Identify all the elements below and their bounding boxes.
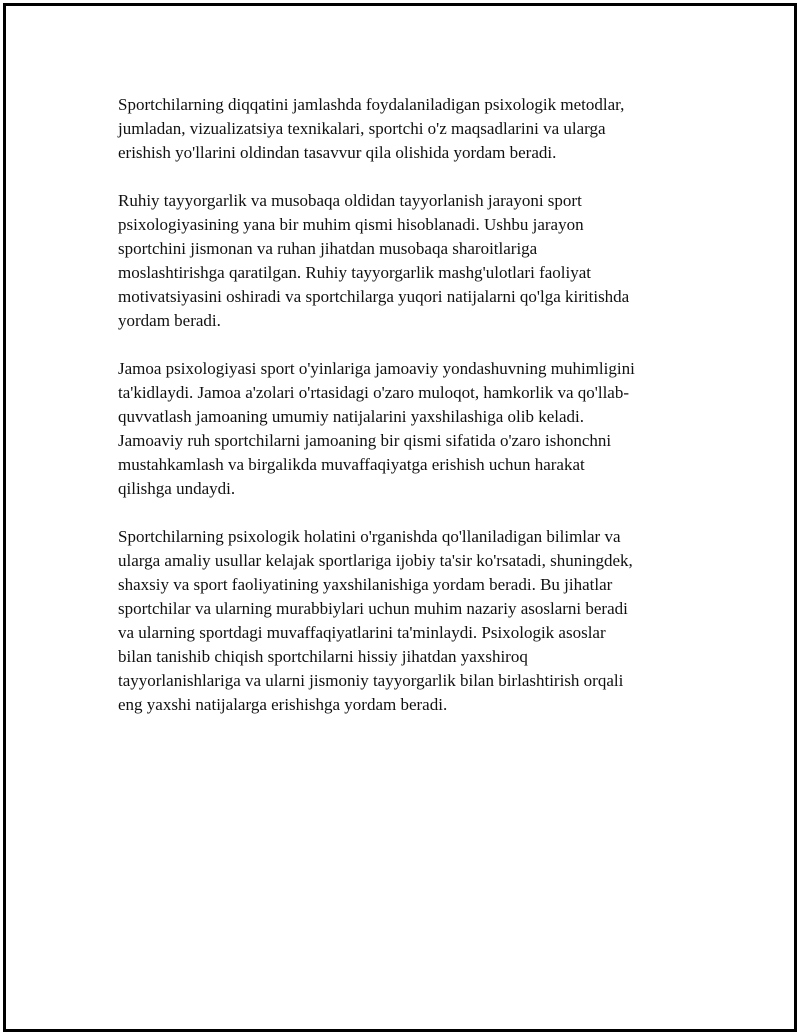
paragraph-2: Ruhiy tayyorgarlik va musobaqa oldidan tayyorlanish jarayoni sport psixologiyasining yana bir muhim qismi hisoblanadi. Ushbu jarayon sportchini jismonan va ruhan jihatdan musobaqa sharoitlariga moslashtirishga qaratilgan. Ruhiy tayyorgarlik mashg'ulotlari faoliyat motivatsiyasini oshiradi va sportchilarga yuqori natijalarni qo'lga kiritishda yordam beradi. xyxy=(118,191,630,330)
document-body xyxy=(118,93,693,741)
paragraph-1: Sportchilarning diqqatini jamlashda foydalaniladigan psixologik metodlar, jumladan, vizualizatsiya texnikalari, sportchi o'z maqsadlarini va ularga erishish yo'llarini oldindan tasavvur qila olishida yordam beradi. xyxy=(118,95,625,162)
paragraph-4: Sportchilarning psixologik holatini o'rganishda qo'llaniladigan bilimlar va ularga amaliy usullar kelajak sportlariga ijobiy ta'sir ko'rsatadi, shuningdek, shaxsiy va sport faoliyatining yaxshilanishiga yordam beradi. Bu jihatlar sportchilar va ularning murabbiylari uchun muhim nazariy asoslarni beradi va ularning sportdagi muvaffaqiyatlarini ta'minlaydi. Psixologik asoslar bilan tanishib chiqish sportchilarni hissiy jihatdan yaxshiroq tayyorlanishlariga va ularni jismoniy tayyorgarlik bilan birlashtirish orqali eng yaxshi natijalarga erishishga yordam beradi. xyxy=(118,527,633,714)
paragraph-3: Jamoa psixologiyasi sport o'yinlariga jamoaviy yondashuvning muhimligini ta'kidlaydi. Jamoa a'zolari o'rtasidagi o'zaro muloqot, hamkorlik va qo'llab- quvvatlash jamoaning umumiy natijalarini yaxshilashiga olib keladi. Jamoaviy ruh sportchilarni jamoaning bir qismi sifatida o'zaro ishonchni mustahkamlash va birgalikda muvaffaqiyatga erishish uchun harakat qilishga undaydi. xyxy=(118,359,635,498)
